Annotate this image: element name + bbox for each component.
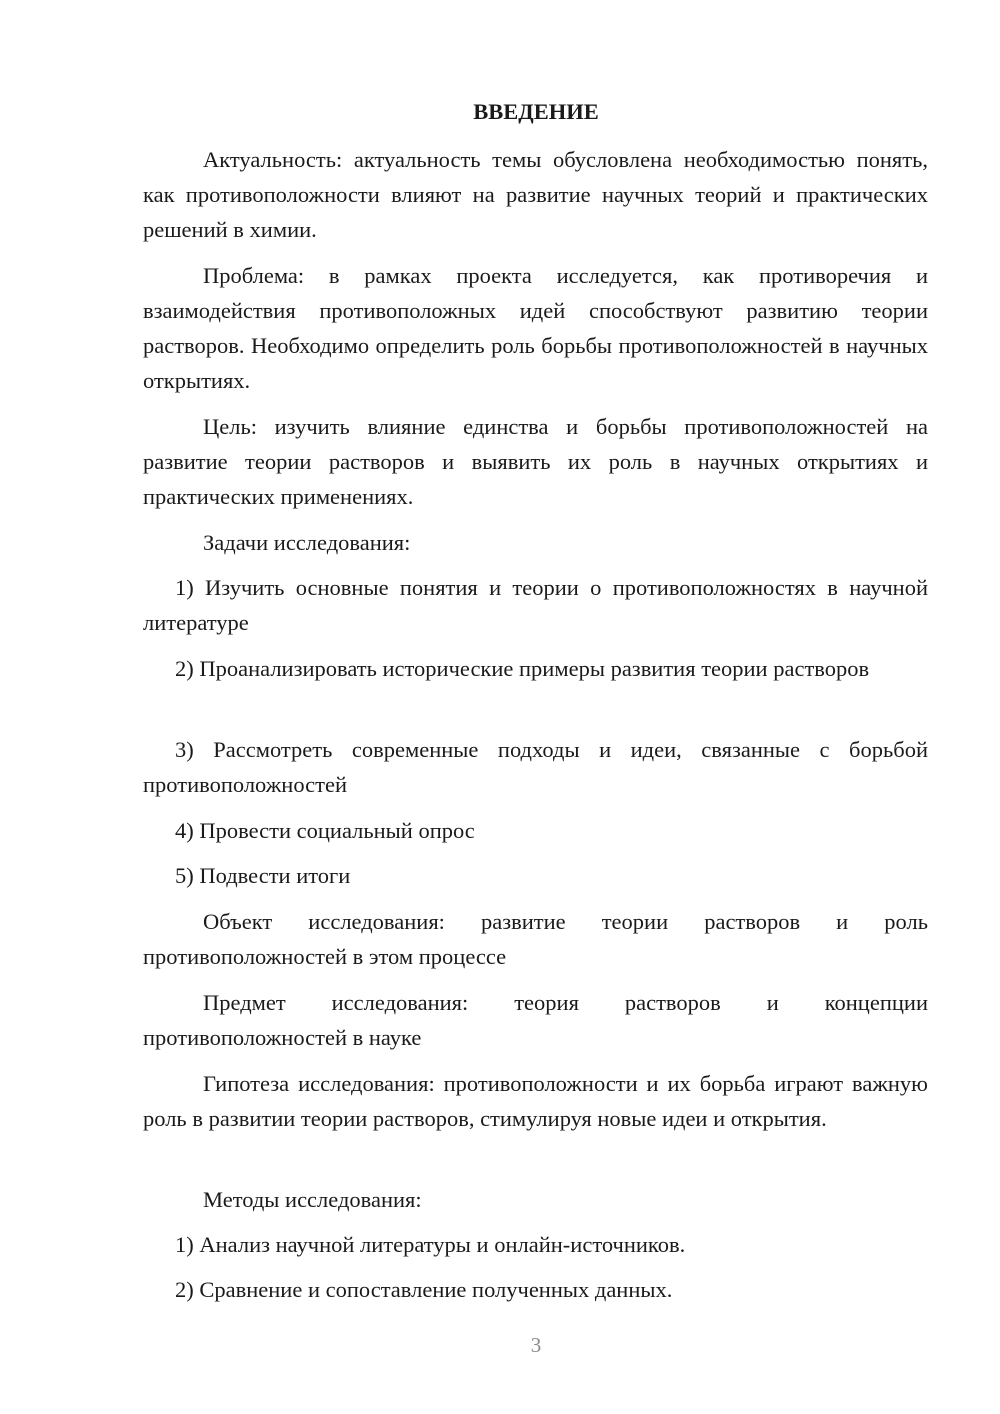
section-title: ВВЕДЕНИЕ — [473, 99, 599, 124]
task-item: 5) Подвести итоги — [175, 863, 351, 888]
relevance-paragraph: Актуальность: актуальность темы обусловлена необходимостью понять, как противоположности влияют на развитие научных теорий и практических решений в химии. — [143, 147, 928, 242]
task-item: 3) Рассмотреть современные подходы и идеи, связанные с борьбой противоположностей — [143, 737, 928, 797]
task-item: 4) Провести социальный опрос — [175, 818, 475, 843]
hypothesis-paragraph: Гипотеза исследования: противоположности и их борьба играют важную роль в развитии теории растворов, стимулируя новые идеи и открытия. — [143, 1071, 928, 1131]
method-item: 1) Анализ научной литературы и онлайн-источников. — [175, 1232, 686, 1257]
method-item: 2) Сравнение и сопоставление полученных данных. — [175, 1277, 673, 1302]
page-number: 3 — [530, 1333, 542, 1357]
task-item: 1) Изучить основные понятия и теории о противоположностях в научной литературе — [143, 575, 928, 635]
methods-heading: Методы исследования: — [203, 1187, 422, 1212]
task-item: 2) Проанализировать исторические примеры развития теории растворов — [175, 656, 870, 681]
object-paragraph: Объект исследования: развитие теории растворов и роль противоположностей в этом процессе — [143, 909, 928, 969]
goal-paragraph: Цель: изучить влияние единства и борьбы противоположностей на развитие теории растворов и выявить их роль в научных открытиях и практических применениях. — [143, 414, 928, 509]
problem-paragraph: Проблема: в рамках проекта исследуется, как противоречия и взаимодействия противоположных идей способствуют развитию теории растворов. Необходимо определить роль борьбы противоположностей в научных открытиях. — [143, 263, 928, 393]
tasks-heading: Задачи исследования: — [203, 530, 411, 555]
subject-paragraph: Предмет исследования: теория растворов и концепции противоположностей в науке — [143, 990, 928, 1050]
